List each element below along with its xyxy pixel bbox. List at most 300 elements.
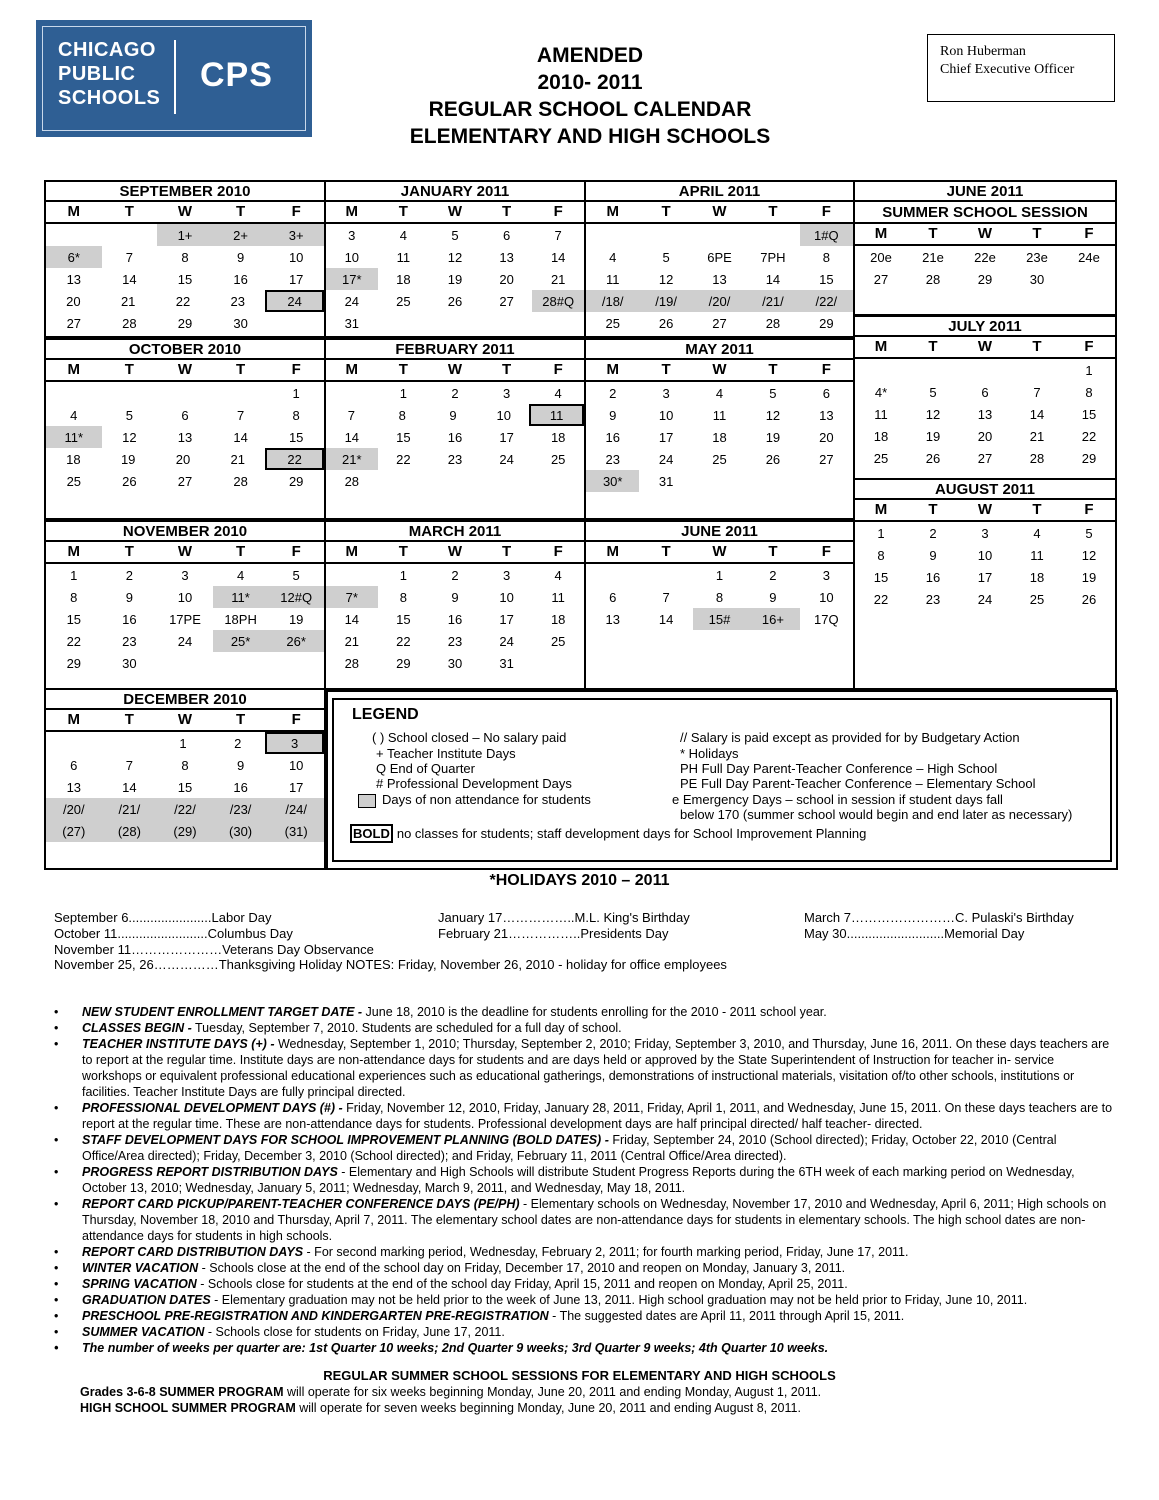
- day-cell: [157, 382, 213, 404]
- note-item: • NEW STUDENT ENROLLMENT TARGET DATE - June 18, 2010 is the deadline for students enrolling for the 2010 - 2011 school year.: [54, 1005, 827, 1019]
- day-cell: 9: [609, 407, 617, 423]
- month-title: APRIL 2011: [586, 182, 853, 202]
- day-cell: 21: [230, 451, 246, 467]
- weekday-label: W: [977, 501, 993, 518]
- day-cell: 24: [265, 290, 324, 312]
- day-cell: [213, 652, 269, 674]
- weekday-label: M: [606, 361, 619, 378]
- legend-item: + Teacher Institute Days: [376, 746, 516, 761]
- day-cell: 18PH: [224, 611, 257, 627]
- day-cell: 10: [288, 249, 304, 265]
- day-cell: 1+: [157, 224, 213, 246]
- day-cell: 4: [1033, 525, 1041, 541]
- day-cell: /22/: [157, 798, 213, 820]
- day-cell: 13: [66, 779, 82, 795]
- day-cell: 4: [399, 227, 407, 243]
- day-cell: (27): [46, 820, 102, 842]
- day-cell: 22: [1081, 428, 1097, 444]
- day-cell: 17: [499, 429, 514, 445]
- day-cell: [907, 359, 959, 381]
- month-may: [584, 338, 855, 520]
- day-cell: 9: [769, 589, 777, 605]
- week-row: [586, 426, 853, 448]
- day-cell: 11: [396, 249, 411, 265]
- day-cell: 8: [292, 407, 300, 423]
- day-cell: 17PE: [169, 611, 201, 627]
- day-cell: [326, 564, 378, 586]
- weekday-header: [326, 542, 584, 564]
- day-cell: 9: [929, 547, 937, 563]
- weekday-label: M: [606, 543, 619, 560]
- holiday-line: January 17……………..M.L. King's Birthday: [438, 910, 690, 925]
- month-title: JANUARY 2011: [326, 182, 584, 202]
- month-sep: [44, 180, 326, 338]
- day-cell: [268, 312, 324, 334]
- day-cell: 29: [66, 655, 82, 671]
- legend-title: LEGEND: [352, 706, 419, 723]
- day-cell: 15: [66, 611, 82, 627]
- day-cell: 6: [609, 589, 617, 605]
- week-row: [326, 586, 584, 608]
- week-row: [46, 564, 324, 586]
- day-cell: 22e: [974, 249, 996, 265]
- day-cell: 3+: [268, 224, 324, 246]
- week-row: [586, 608, 853, 630]
- day-cell: 7*: [326, 586, 378, 608]
- day-cell: 8: [822, 249, 830, 265]
- holiday-line: October 11.........................Columbus Day: [54, 926, 293, 941]
- day-cell: 2: [451, 385, 459, 401]
- week-row: [326, 470, 584, 492]
- day-cell: [855, 359, 907, 381]
- note-item: • The number of weeks per quarter are: 1st Quarter 10 weeks; 2nd Quarter 9 weeks; 3rd Quarter 9 weeks; 4th Quarter 10 weeks.: [54, 1341, 829, 1355]
- day-cell: 26*: [268, 630, 324, 652]
- weekday-label: T: [398, 203, 408, 220]
- weekday-label: F: [1084, 338, 1094, 355]
- day-cell: 10: [658, 407, 674, 423]
- day-cell: [639, 224, 692, 246]
- summer-title: REGULAR SUMMER SCHOOL SESSIONS FOR ELEMENTARY AND HIGH SCHOOLS: [323, 1368, 836, 1383]
- day-cell: 15: [873, 569, 889, 585]
- weekday-header: [586, 360, 853, 382]
- weekday-label: T: [1032, 501, 1042, 518]
- month-title: DECEMBER 2010: [46, 690, 324, 710]
- day-cell: 13: [499, 249, 514, 265]
- weekday-label: F: [821, 361, 831, 378]
- month-oct: [44, 338, 326, 520]
- weekday-label: W: [447, 361, 463, 378]
- weekday-label: T: [501, 203, 512, 220]
- legend-item: # Professional Development Days: [376, 776, 572, 791]
- day-cell: 16: [605, 429, 620, 445]
- week-row: [586, 448, 853, 470]
- day-cell: 30: [233, 315, 248, 331]
- day-cell: 26: [1081, 591, 1097, 607]
- day-cell: 14: [344, 429, 360, 445]
- day-cell: 10: [344, 249, 360, 265]
- day-cell: 19: [120, 451, 136, 467]
- weekday-header: [855, 500, 1115, 522]
- day-cell: 22: [396, 451, 411, 467]
- week-row: [855, 425, 1115, 447]
- weekday-label: T: [235, 361, 246, 378]
- day-cell: 28: [344, 473, 360, 489]
- logo-abbr: CPS: [200, 56, 273, 94]
- month-title: NOVEMBER 2010: [46, 522, 324, 542]
- weekday-label: F: [1084, 225, 1094, 242]
- weekday-label: M: [345, 203, 359, 220]
- legend-item: PE Full Day Parent-Teacher Conference – Elementary School: [680, 776, 1036, 791]
- summer-line: Grades 3-6-8 SUMMER PROGRAM will operate for six weeks beginning Monday, June 20, 2011 and ending Monday, August 1, 2011.: [80, 1385, 822, 1399]
- legend-item: // Salary is paid except as provided for by Budgetary Action: [680, 730, 1020, 745]
- day-cell: 11: [529, 404, 584, 426]
- week-row: [46, 448, 324, 470]
- day-cell: 5: [451, 227, 459, 243]
- page-title: AMENDED 2010- 2011 REGULAR SCHOOL CALENDAR ELEMENTARY AND HIGH SCHOOLS: [409, 44, 771, 148]
- weekday-label: W: [712, 203, 727, 220]
- day-cell: 26: [765, 451, 781, 467]
- day-cell: 8: [399, 589, 407, 605]
- day-cell: 20: [977, 428, 993, 444]
- weekday-label: T: [1032, 225, 1042, 242]
- day-cell: 8: [877, 547, 885, 563]
- day-cell: /21/: [746, 290, 799, 312]
- holiday-line: February 21……………..Presidents Day: [438, 926, 669, 941]
- day-cell: 13: [177, 429, 193, 445]
- day-cell: 12: [658, 271, 674, 287]
- day-cell: 8: [1085, 384, 1093, 400]
- weekday-label: W: [177, 203, 193, 220]
- week-row: [46, 586, 324, 608]
- day-cell: 22: [873, 591, 889, 607]
- day-cell: [268, 652, 324, 674]
- weekday-label: T: [398, 361, 408, 378]
- day-cell: (31): [268, 820, 324, 842]
- day-cell: 25: [550, 633, 566, 649]
- day-cell: 1#Q: [800, 224, 853, 246]
- weekday-label: M: [874, 338, 888, 355]
- day-cell: 30: [1029, 271, 1045, 287]
- day-cell: [46, 732, 101, 754]
- legend-item: below 170 (summer school would begin and end later as necessary): [680, 807, 1073, 822]
- day-cell: 15: [1081, 406, 1097, 422]
- day-cell: 27: [712, 315, 727, 331]
- week-row: [46, 608, 324, 630]
- day-cell: 28: [765, 315, 781, 331]
- day-cell: 2: [609, 385, 617, 401]
- summer-line: HIGH SCHOOL SUMMER PROGRAM will operate for seven weeks beginning Monday, June 20, 2011 and ending August 8, 2011.: [80, 1401, 801, 1415]
- day-cell: 4: [554, 567, 562, 583]
- day-cell: 16+: [746, 608, 799, 630]
- day-cell: 25: [1029, 591, 1045, 607]
- day-cell: 16: [233, 271, 248, 287]
- day-cell: 7: [125, 249, 133, 265]
- week-row: [855, 447, 1115, 469]
- weekday-label: W: [712, 361, 727, 378]
- week-row: [586, 404, 853, 426]
- note-item: • PRESCHOOL PRE-REGISTRATION AND KINDERGARTEN PRE-REGISTRATION - The suggested dates are April 11, 2011 through April 15, 2011.: [54, 1309, 905, 1323]
- day-cell: 16: [447, 611, 463, 627]
- day-cell: 19: [925, 428, 941, 444]
- week-row: [586, 312, 853, 334]
- day-cell: [586, 224, 639, 246]
- day-cell: /20/: [46, 798, 102, 820]
- day-cell: [481, 312, 533, 334]
- legend-item: * Holidays: [680, 746, 739, 761]
- day-cell: 10: [977, 547, 993, 563]
- day-cell: 24e: [1078, 249, 1100, 265]
- note-item: • SPRING VACATION - Schools close for students at the end of the school day Friday, April 15, 2011 and reopen on Monday, April 25, 2011.: [54, 1277, 848, 1291]
- day-cell: 23: [230, 293, 246, 309]
- day-cell: 20e: [870, 249, 892, 265]
- day-cell: 14: [658, 611, 674, 627]
- day-cell: 6: [181, 407, 189, 423]
- day-cell: 14: [1029, 406, 1045, 422]
- day-cell: 2: [769, 567, 777, 583]
- day-cell: 10: [288, 757, 304, 773]
- day-cell: [378, 312, 430, 334]
- day-cell: [959, 359, 1011, 381]
- day-cell: 23: [122, 633, 137, 649]
- day-cell: 18: [1029, 569, 1045, 585]
- day-cell: 11: [874, 406, 888, 422]
- weekday-label: T: [661, 203, 671, 220]
- week-row: [46, 798, 324, 820]
- day-cell: 28: [233, 473, 248, 489]
- week-row: [46, 732, 324, 754]
- day-cell: 21: [120, 293, 136, 309]
- day-cell: 1: [877, 525, 885, 541]
- day-cell: [481, 470, 533, 492]
- day-cell: 15: [288, 429, 304, 445]
- weekday-header: [855, 224, 1115, 246]
- week-row: [326, 426, 584, 448]
- day-cell: 15#: [693, 608, 746, 630]
- weekday-label: T: [235, 711, 246, 728]
- day-cell: 8: [181, 757, 189, 773]
- weekday-header: [586, 542, 853, 564]
- day-cell: [157, 652, 213, 674]
- weekday-header: [586, 202, 853, 224]
- holiday-line: May 30...........................Memorial Day: [804, 926, 1025, 941]
- weekday-label: W: [712, 543, 727, 560]
- week-row: [46, 382, 324, 404]
- day-cell: 8: [398, 407, 406, 423]
- day-cell: 2: [125, 567, 133, 583]
- day-cell: 20: [499, 271, 514, 287]
- week-row: [46, 224, 324, 246]
- day-cell: (28): [102, 820, 158, 842]
- weekday-label: T: [661, 361, 671, 378]
- day-cell: 24: [977, 591, 993, 607]
- weekday-label: T: [928, 338, 938, 355]
- day-cell: [102, 382, 158, 404]
- day-cell: [532, 470, 584, 492]
- day-cell: 24: [499, 451, 514, 467]
- day-cell: [693, 224, 746, 246]
- day-cell: 4*: [874, 384, 888, 400]
- day-cell: 6: [981, 384, 989, 400]
- day-cell: /18/: [586, 290, 639, 312]
- day-cell: 25: [605, 315, 620, 331]
- weekday-label: W: [977, 338, 993, 355]
- day-cell: /19/: [639, 290, 692, 312]
- day-cell: 23: [925, 591, 941, 607]
- week-row: [326, 652, 584, 674]
- weekday-label: T: [235, 203, 246, 220]
- day-cell: [1063, 268, 1115, 290]
- day-cell: 5: [929, 384, 937, 400]
- day-cell: 11: [551, 589, 565, 605]
- day-cell: 14: [122, 779, 137, 795]
- weekday-label: F: [291, 203, 301, 220]
- day-cell: 31: [499, 655, 514, 671]
- day-cell: 25: [66, 473, 82, 489]
- day-cell: 5: [769, 385, 777, 401]
- day-cell: 17: [977, 569, 993, 585]
- weekday-label: T: [928, 225, 938, 242]
- day-cell: [746, 224, 799, 246]
- day-cell: 27: [499, 293, 514, 309]
- day-cell: 3: [265, 732, 324, 754]
- day-cell: 30*: [586, 470, 639, 492]
- legend-item: PH Full Day Parent-Teacher Conference – High School: [680, 761, 998, 776]
- week-row: [586, 224, 853, 246]
- week-row: [855, 403, 1115, 425]
- day-cell: 15: [819, 271, 834, 287]
- day-cell: 11: [605, 271, 620, 287]
- weekday-label: T: [398, 543, 408, 560]
- week-row: [326, 312, 584, 334]
- weekday-header: [46, 202, 324, 224]
- day-cell: 18: [550, 429, 566, 445]
- month-jan: [324, 180, 586, 338]
- weekday-label: F: [553, 361, 563, 378]
- day-cell: 6PE: [707, 249, 732, 265]
- day-cell: 1: [292, 385, 300, 401]
- week-row: [326, 224, 584, 246]
- day-cell: 13: [605, 611, 620, 627]
- day-cell: 4: [554, 385, 562, 401]
- day-cell: 10: [819, 589, 834, 605]
- legend-item: ( ) School closed – No salary paid: [372, 730, 567, 745]
- week-row: [855, 588, 1115, 610]
- day-cell: 24: [177, 633, 193, 649]
- day-cell: 1: [715, 567, 724, 583]
- day-cell: 3: [981, 525, 989, 541]
- day-cell: 6: [70, 757, 78, 773]
- day-cell: 26: [122, 473, 137, 489]
- day-cell: /24/: [268, 798, 324, 820]
- holiday-line: September 6.......................Labor Day: [54, 910, 272, 925]
- day-cell: 28: [122, 315, 137, 331]
- week-row: [46, 268, 324, 290]
- day-cell: 3: [822, 567, 830, 583]
- day-cell: 17Q: [814, 611, 839, 627]
- day-cell: 1: [399, 385, 407, 401]
- week-row: [326, 630, 584, 652]
- day-cell: 19: [288, 611, 304, 627]
- weekday-label: T: [235, 543, 246, 560]
- weekday-label: M: [345, 543, 359, 560]
- week-row: [46, 290, 324, 312]
- month-title: JULY 2011: [855, 317, 1115, 337]
- day-cell: /21/: [102, 798, 158, 820]
- weekday-header: [46, 542, 324, 564]
- day-cell: 6: [822, 385, 830, 401]
- day-cell: /22/: [800, 290, 853, 312]
- day-cell: 16: [925, 569, 941, 585]
- day-cell: 25: [712, 451, 727, 467]
- day-cell: 7PH: [760, 249, 786, 265]
- day-cell: 3: [662, 385, 670, 401]
- week-row: [46, 652, 324, 674]
- day-cell: 14: [122, 271, 137, 287]
- day-cell: 25: [396, 293, 411, 309]
- week-row: [855, 359, 1115, 381]
- week-row: [46, 470, 324, 492]
- week-row: [46, 820, 324, 842]
- day-cell: 9: [451, 589, 459, 605]
- weekday-label: M: [874, 225, 888, 242]
- month-nov: [44, 520, 326, 690]
- day-cell: 25: [873, 450, 889, 466]
- day-cell: 5: [125, 407, 133, 423]
- day-cell: 27: [873, 271, 889, 287]
- day-cell: 28: [344, 655, 360, 671]
- day-cell: (29): [157, 820, 213, 842]
- week-row: [326, 290, 584, 312]
- day-cell: 18: [712, 429, 727, 445]
- weekday-header: [326, 202, 584, 224]
- day-cell: [101, 732, 156, 754]
- day-cell: 23: [447, 451, 463, 467]
- month-mar: [324, 520, 586, 690]
- weekday-header: [326, 360, 584, 382]
- day-cell: 5: [662, 249, 670, 265]
- day-cell: 10: [496, 407, 512, 423]
- week-row: [326, 448, 584, 470]
- day-cell: 4: [236, 567, 245, 583]
- note-item: • WINTER VACATION - Schools close at the end of the school day on Friday, December 17, 2010 and reopen on Monday, January 3, 2011.: [54, 1261, 846, 1275]
- day-cell: [429, 312, 481, 334]
- day-cell: 28: [925, 271, 941, 287]
- day-cell: [532, 652, 584, 674]
- legend-item: Q End of Quarter: [376, 761, 475, 776]
- day-cell: 9: [125, 589, 133, 605]
- day-cell: 2: [451, 567, 459, 583]
- day-cell: 7: [236, 407, 245, 423]
- day-cell: [1011, 359, 1063, 381]
- day-cell: [102, 224, 158, 246]
- day-cell: 12: [1081, 547, 1097, 563]
- day-cell: 26: [925, 450, 941, 466]
- day-cell: 11*: [213, 586, 269, 608]
- day-cell: 26: [658, 315, 674, 331]
- day-cell: 30: [122, 655, 137, 671]
- week-row: [586, 268, 853, 290]
- day-cell: 19: [1081, 569, 1097, 585]
- day-cell: 29: [396, 655, 411, 671]
- day-cell: 19: [765, 429, 781, 445]
- day-cell: [213, 382, 269, 404]
- day-cell: 25*: [213, 630, 269, 652]
- day-cell: 10: [177, 589, 193, 605]
- day-cell: (30): [213, 820, 269, 842]
- day-cell: 9: [236, 757, 245, 773]
- day-cell: 27: [66, 315, 82, 331]
- day-cell: 9: [449, 407, 457, 423]
